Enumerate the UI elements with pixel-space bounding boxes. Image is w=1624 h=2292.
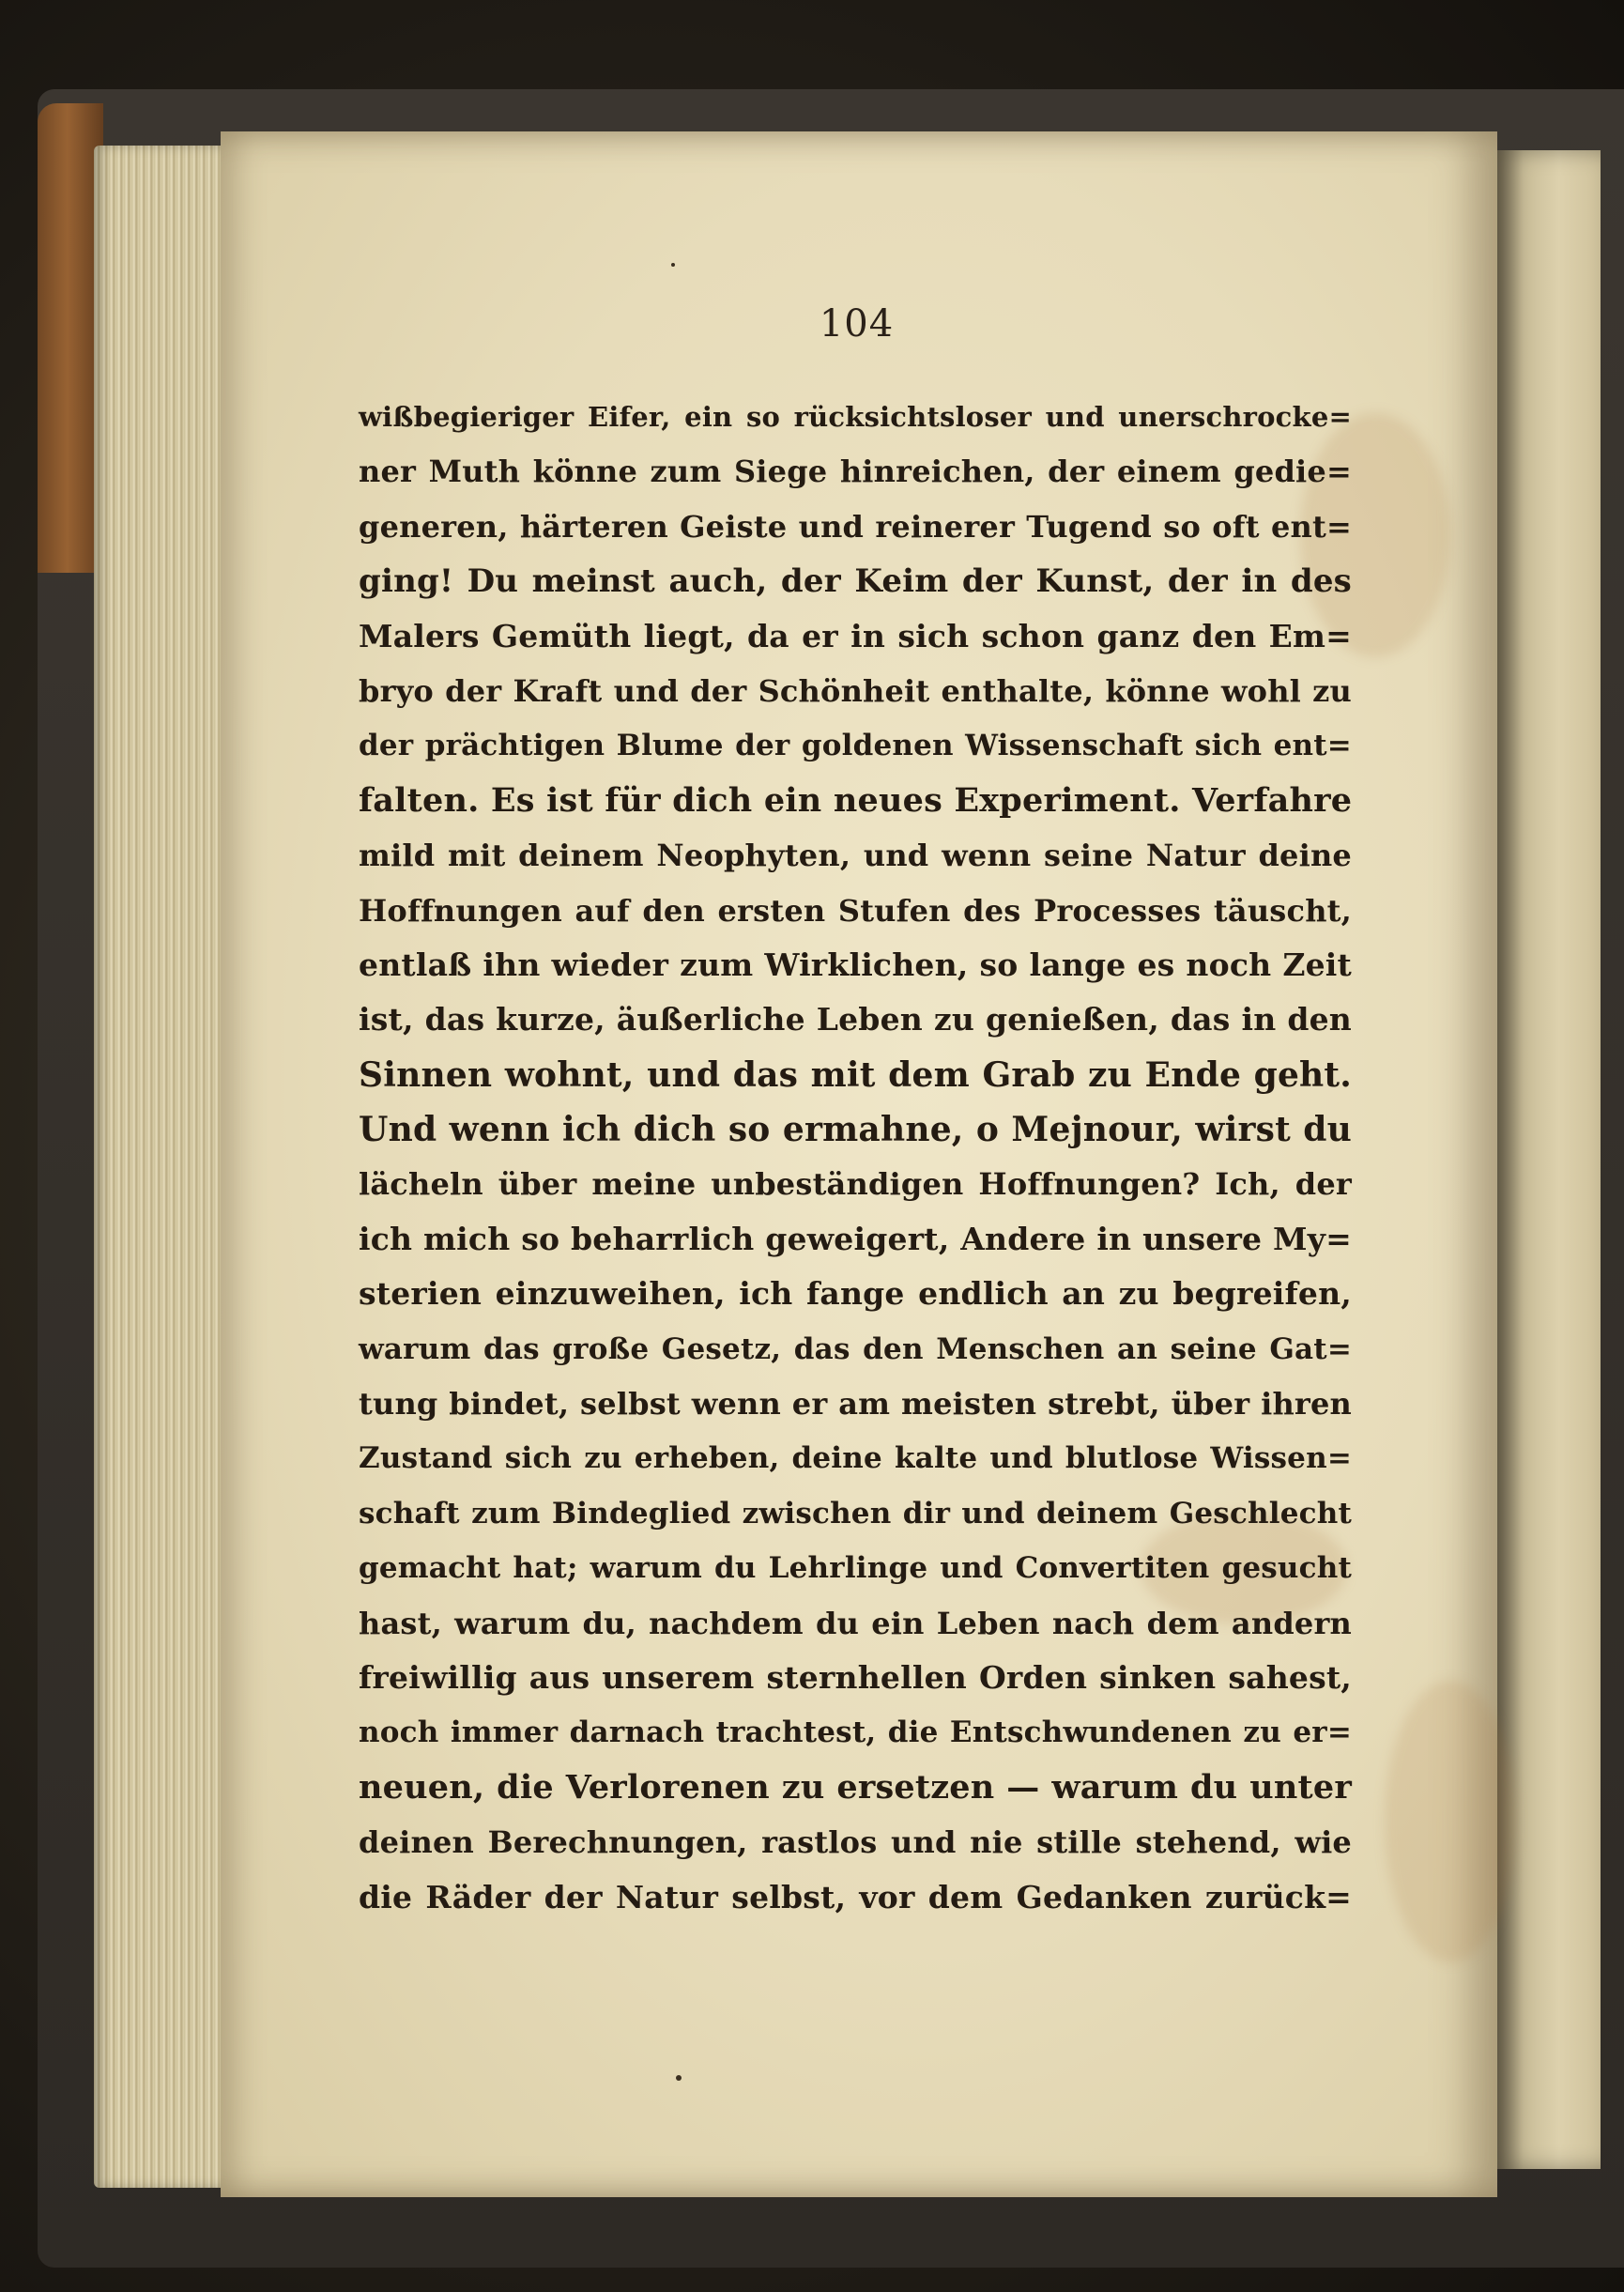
text-line: ner Muth könne zum Siege hinreichen, der einem gedie= bbox=[359, 454, 1352, 490]
ink-speck bbox=[671, 263, 675, 267]
text-line: die Räder der Natur selbst, vor dem Gedanken zurück= bbox=[359, 1878, 1352, 1915]
text-line: generen, härteren Geiste und reinerer Tugend so oft ent= bbox=[359, 508, 1352, 545]
facing-page-edge bbox=[1497, 150, 1601, 2169]
text-line: ging! Du meinst auch, der Keim der Kunst, der in des bbox=[359, 562, 1352, 601]
text-line: mild mit deinem Neophyten, und wenn seine Natur deine bbox=[359, 838, 1352, 874]
text-line: bryo der Kraft und der Schönheit enthalte, könne wohl zu bbox=[359, 672, 1352, 709]
text-line: schaft zum Bindeglied zwischen dir und deinem Geschlecht bbox=[359, 1496, 1352, 1531]
page-number: 104 bbox=[819, 302, 895, 346]
text-line: falten. Es ist für dich ein neues Experiment. Verfahre bbox=[359, 780, 1353, 820]
ink-speck bbox=[676, 2075, 682, 2081]
text-line: hast, warum du, nachdem du ein Leben nach dem andern bbox=[359, 1605, 1352, 1641]
text-line: warum das große Gesetz, das den Menschen an seine Gat= bbox=[359, 1331, 1352, 1366]
text-line: sterien einzuweihen, ich fange endlich an zu begreifen, bbox=[359, 1275, 1352, 1313]
page-edges-stack bbox=[94, 146, 235, 2188]
text-line: freiwillig aus unserem sternhellen Orden sinken sahest, bbox=[359, 1658, 1352, 1696]
text-line: lächeln über meine unbeständigen Hoffnungen? Ich, der bbox=[359, 1166, 1352, 1203]
text-line: Hoffnungen auf den ersten Stufen des Processes täuscht, bbox=[359, 892, 1352, 929]
text-line: noch immer darnach trachtest, die Entschwundenen zu er= bbox=[359, 1715, 1352, 1750]
text-line: ich mich so beharrlich geweigert, Andere in unsere My= bbox=[359, 1220, 1352, 1257]
text-line: Malers Gemüth liegt, da er in sich schon ganz den Em= bbox=[359, 617, 1352, 654]
text-line: ist, das kurze, äußerliche Leben zu genießen, das in den bbox=[359, 1001, 1352, 1038]
text-line: deinen Berechnungen, rastlos und nie stille stehend, wie bbox=[359, 1824, 1352, 1861]
text-line: Sinnen wohnt, und das mit dem Grab zu Ende geht. bbox=[359, 1054, 1352, 1095]
text-line: tung bindet, selbst wenn er am meisten strebt, über ihren bbox=[359, 1386, 1352, 1423]
text-line: gemacht hat; warum du Lehrlinge und Convertiten gesucht bbox=[359, 1551, 1352, 1586]
page-text-block bbox=[359, 390, 1352, 1925]
text-line: wißbegieriger Eifer, ein so rücksichtsloser und unerschrocke= bbox=[359, 401, 1352, 433]
text-line: entlaß ihn wieder zum Wirklichen, so lange es noch Zeit bbox=[359, 946, 1352, 983]
text-line: neuen, die Verlorenen zu ersetzen — warum du unter bbox=[359, 1767, 1352, 1807]
text-line: Und wenn ich dich so ermahne, o Mejnour, wirst du bbox=[359, 1110, 1352, 1150]
paper-stain bbox=[1385, 1681, 1516, 1962]
text-line: Zustand sich zu erheben, deine kalte und blutlose Wissen= bbox=[359, 1441, 1352, 1476]
text-line: der prächtigen Blume der goldenen Wissenschaft sich ent= bbox=[359, 729, 1352, 763]
